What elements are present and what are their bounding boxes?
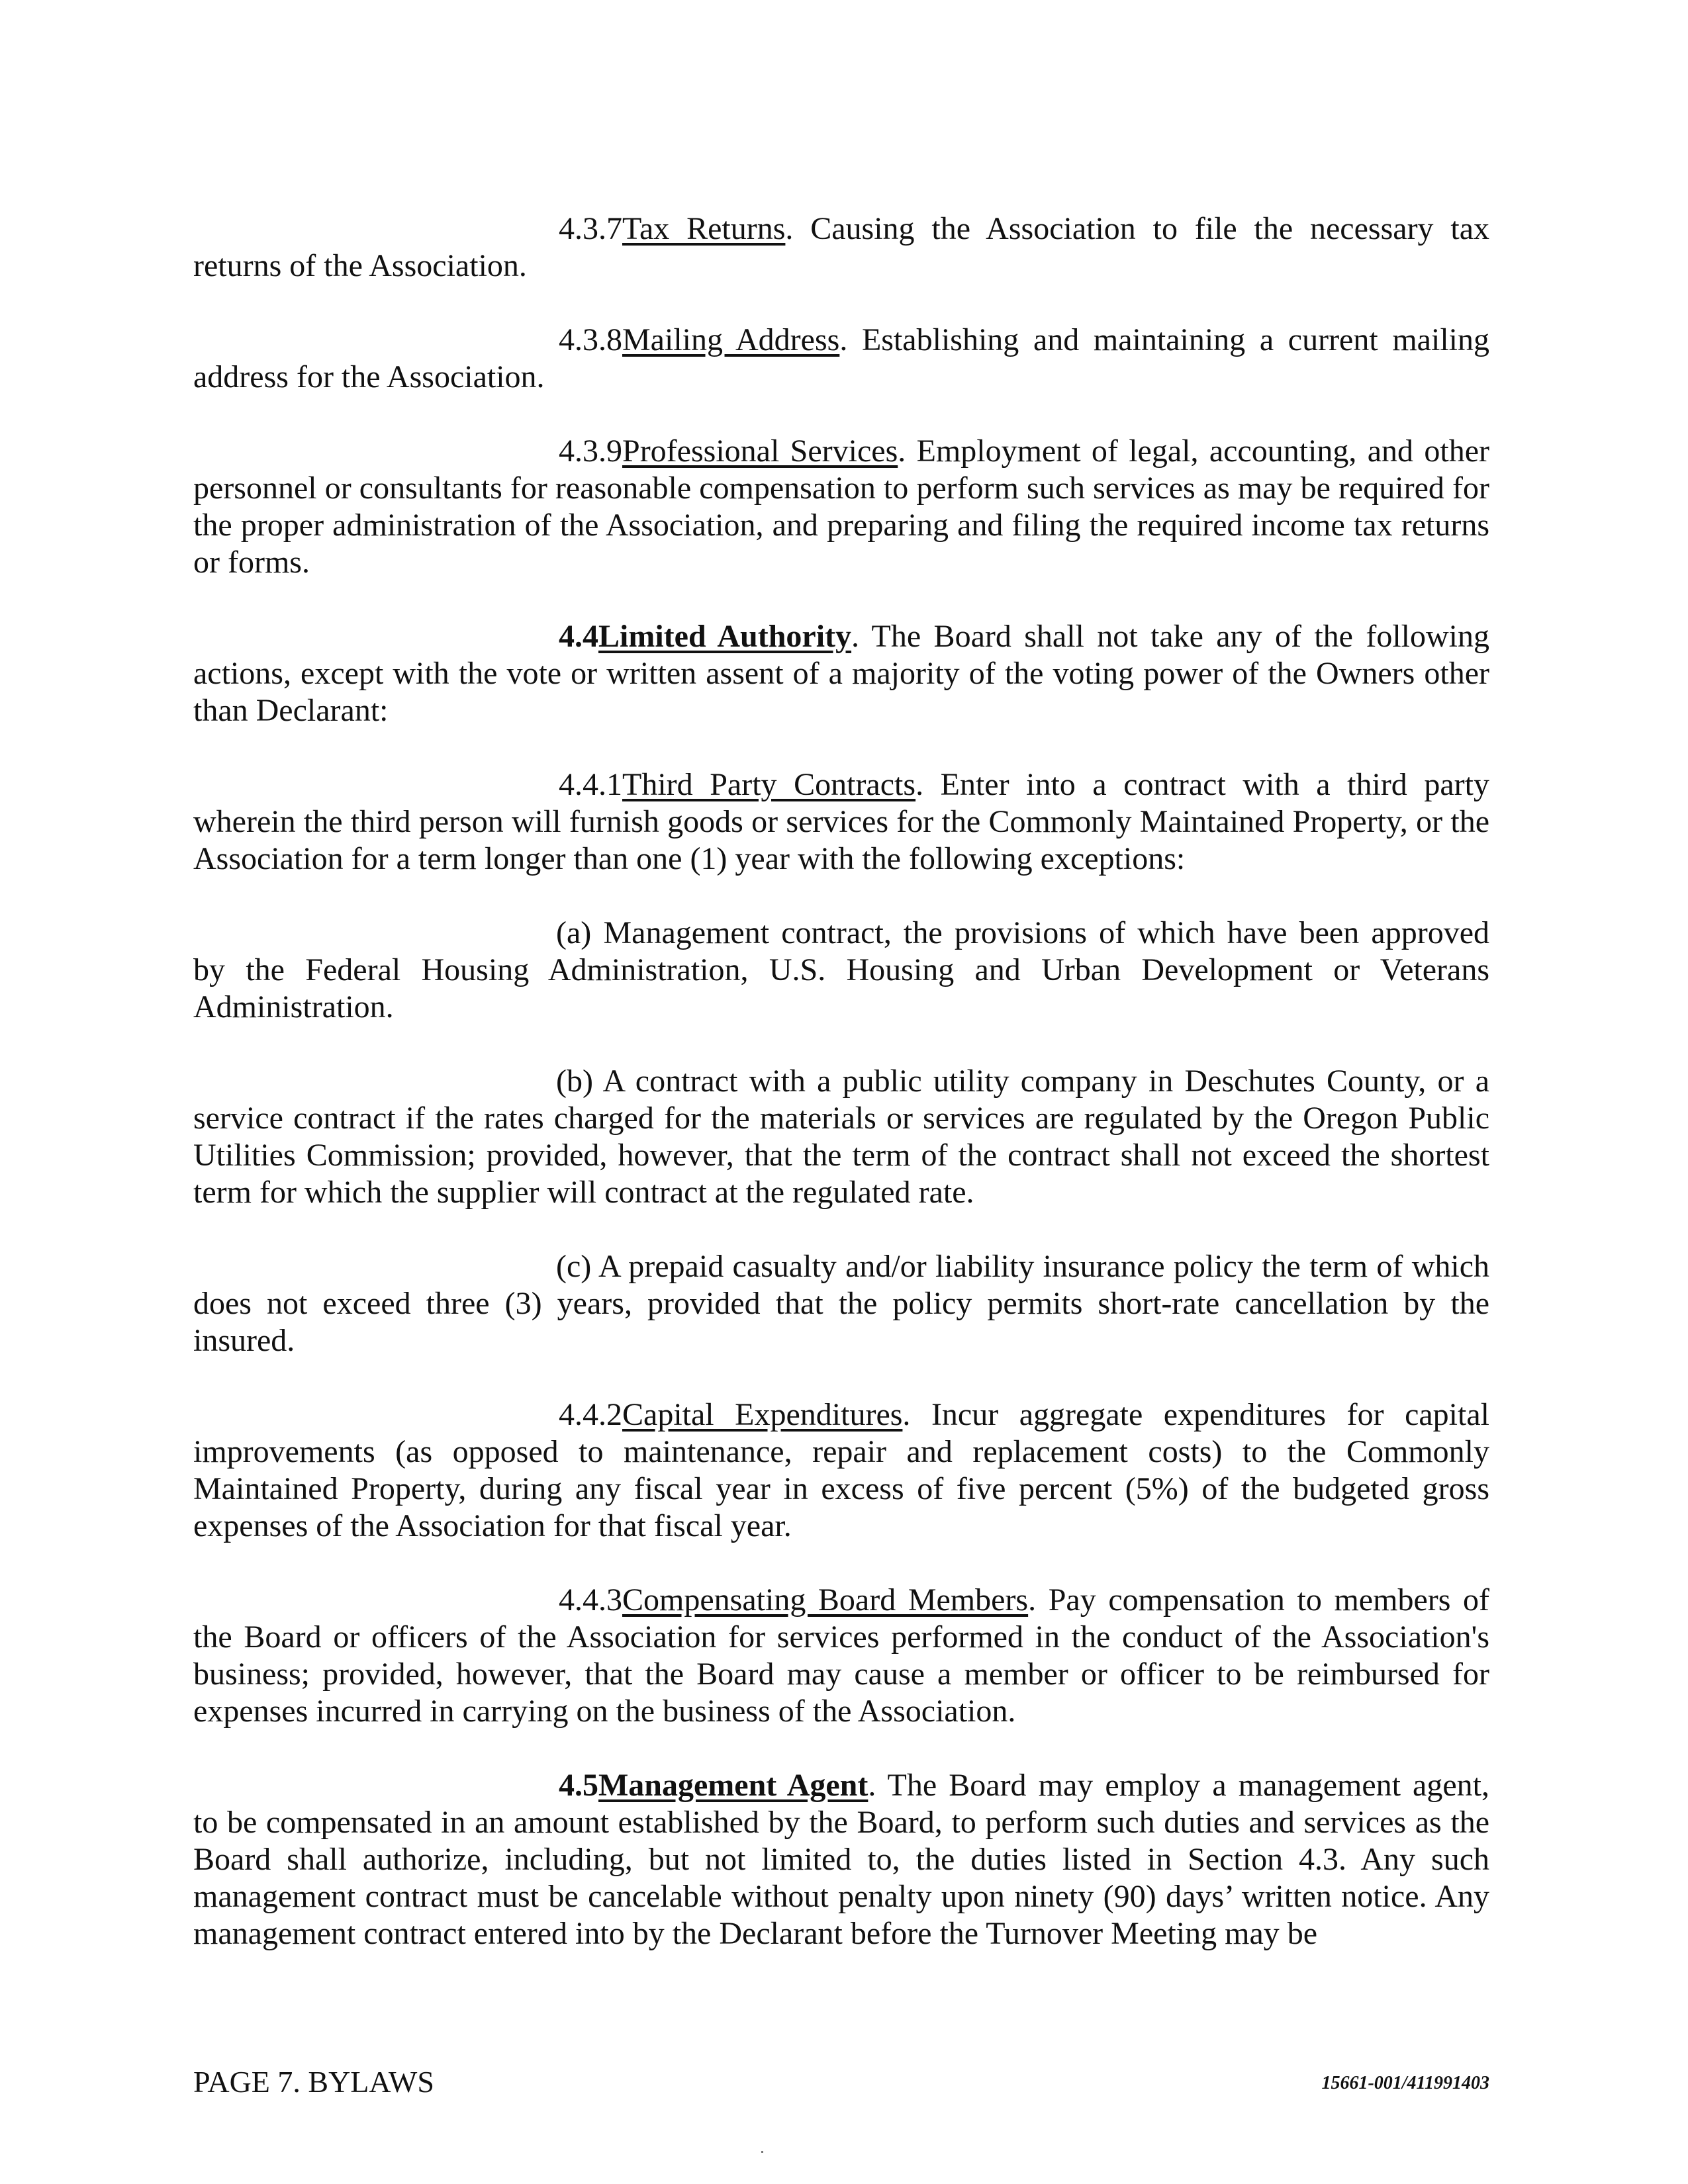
section-heading: Compensating Board Members bbox=[622, 1582, 1029, 1617]
section-text: . Employment of legal, accounting, and other personnel or consultants for reasonable compensation to perform such services as may be required for the proper administration of the Association, and preparing and filing the required income tax returns or forms. bbox=[193, 433, 1489, 580]
section-text: . Incur aggregate expenditures for capital improvements (as opposed to maintenance, repair and replacement costs) to the Commonly Maintained Property, during any fiscal year in excess of five percent (5%) of the budgeted gross expenses of the Association for that fiscal year. bbox=[193, 1397, 1489, 1543]
footer-doc-id: 15661-001/411991403 bbox=[1321, 2073, 1489, 2093]
section-heading: Mailing Address bbox=[622, 322, 840, 357]
section-text: . The Board may employ a management agent, to be compensated in an amount established by the Board, to perform such duties and services as the Board shall authorize, including, but not limited to, the duties listed in Section 4.3. Any such management contract must be cancelable without penalty upon ninety (90) days’ written notice. Any management contract entered into by the Declarant before the Turnover Meeting may be bbox=[193, 1768, 1489, 1951]
scan-speck bbox=[761, 2151, 763, 2153]
section-4-4-2 bbox=[193, 1396, 1489, 1545]
section-number: 4.3.9 bbox=[559, 433, 622, 469]
section-4-3-8 bbox=[193, 322, 1489, 396]
section-4-4-1-b bbox=[193, 1063, 1489, 1211]
section-4-5 bbox=[193, 1767, 1489, 1952]
section-text: . Causing the Association to file the necessary tax returns of the Association. bbox=[193, 211, 1490, 283]
section-text: . Enter into a contract with a third party wherein the third person will furnish goods or services for the Commonly Maintained Property, or the Association for a term longer than one (1) year with the following exceptions: bbox=[193, 767, 1490, 876]
section-number: 4.4 bbox=[559, 619, 598, 654]
section-number: 4.3.7 bbox=[559, 211, 622, 246]
section-4-4-1-a bbox=[193, 915, 1489, 1026]
footer-page-label: PAGE 7. BYLAWS bbox=[193, 2065, 434, 2099]
clause-text: (a) Management contract, the provisions of which have been approved by the Federal Housing Administration, U.S. Housing and Urban Development or Veterans Administration. bbox=[193, 915, 1489, 1024]
section-number: 4.5 bbox=[559, 1768, 598, 1803]
section-heading: Third Party Contracts bbox=[622, 767, 916, 802]
section-number: 4.4.3 bbox=[559, 1582, 622, 1617]
section-4-4-1-c bbox=[193, 1248, 1489, 1359]
section-number: 4.3.8 bbox=[559, 322, 622, 357]
section-heading: Management Agent bbox=[598, 1768, 868, 1803]
section-4-3-7 bbox=[193, 210, 1489, 285]
section-4-4-1 bbox=[193, 766, 1489, 878]
section-heading: Professional Services bbox=[622, 433, 898, 469]
clause-text: (c) A prepaid casualty and/or liability insurance policy the term of which does not exceed three (3) years, provided that the policy permits short-rate cancellation by the insured. bbox=[193, 1249, 1489, 1358]
section-heading: Tax Returns bbox=[622, 211, 786, 246]
section-number: 4.4.1 bbox=[559, 767, 622, 802]
section-4-4-3 bbox=[193, 1582, 1489, 1730]
section-4-3-9 bbox=[193, 433, 1489, 581]
section-heading: Limited Authority bbox=[598, 619, 852, 654]
section-number: 4.4.2 bbox=[559, 1397, 622, 1432]
section-text: . Establishing and maintaining a current mailing address for the Association. bbox=[193, 322, 1489, 394]
section-4-4 bbox=[193, 618, 1489, 729]
section-text: . The Board shall not take any of the following actions, except with the vote or written assent of a majority of the voting power of the Owners other than Declarant: bbox=[193, 619, 1489, 728]
section-heading: Capital Expenditures bbox=[622, 1397, 903, 1432]
clause-text: (b) A contract with a public utility company in Deschutes County, or a service contract if the rates charged for the materials or services are regulated by the Oregon Public Utilities Commission; provided, however, that the term of the contract shall not exceed the shortest term for which the supplier will contract at the regulated rate. bbox=[193, 1064, 1489, 1210]
section-text: . Pay compensation to members of the Board or officers of the Association for services performed in the conduct of the Association's business; provided, however, that the Board may cause a member or officer to be reimbursed for expenses incurred in carrying on the business of the Association. bbox=[193, 1582, 1490, 1729]
